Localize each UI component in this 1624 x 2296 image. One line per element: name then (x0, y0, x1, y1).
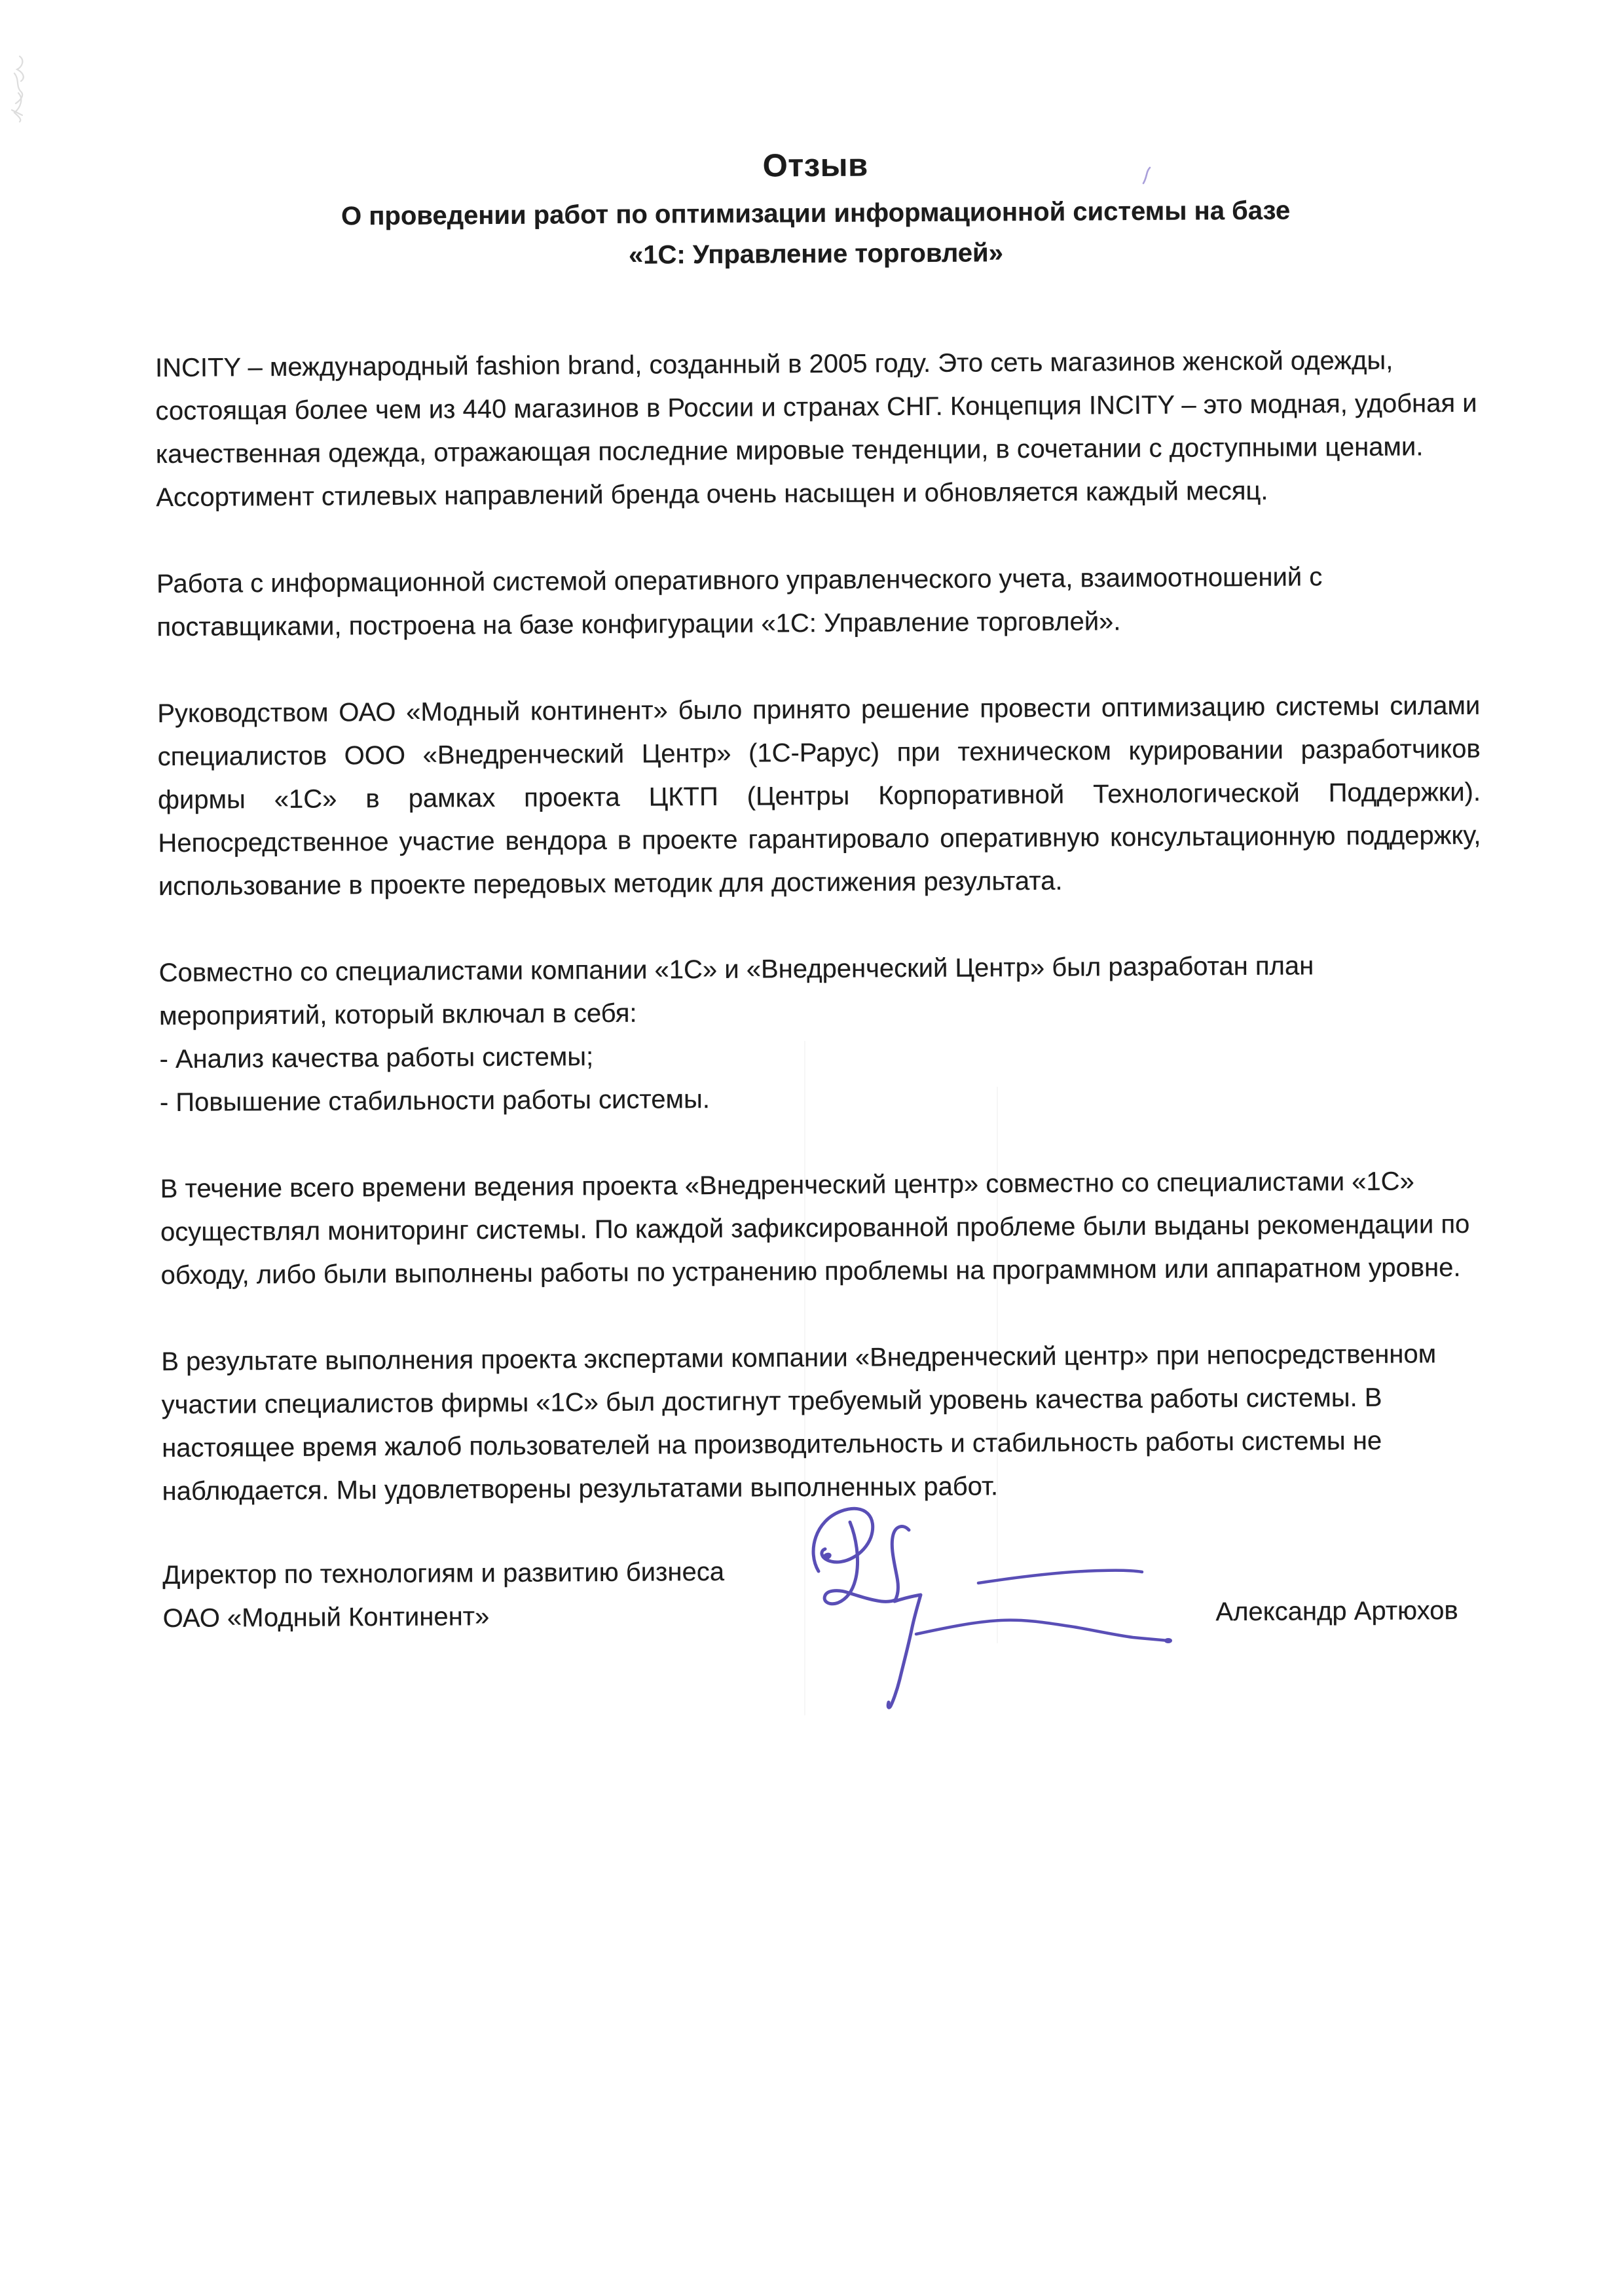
plan-item: - Повышение стабильности работы системы. (159, 1085, 710, 1118)
letter-body (154, 143, 1485, 1633)
paragraph-system-base: Работа с информационной системой оперативного управленческого учета, взаимоотношений с поставщиками, построена на базе конфигурации «1С: Управление торговлей». (156, 562, 1323, 642)
signatory-name: Александр Артюхов (1215, 1596, 1458, 1627)
signatory-position (162, 1550, 724, 1640)
signatory-position-line2: ОАО «Модный Континент» (162, 1602, 490, 1633)
paragraph-plan (158, 943, 1483, 1124)
scan-smudge-artifact (5, 47, 39, 126)
document-title: Отзыв (762, 147, 868, 184)
document-subtitle (154, 189, 1477, 278)
paragraph-results: В результате выполнения проекта экспертами компании «Внедренческий центр» при непосредственном участии специалистов фирмы «1С» был достигнут требуемый уровень качества работы системы. В настоящее время жалоб пользователей на производительность и стабильность работы системы не наблюдается. Мы удовлетворены результатами выполненных работ. (161, 1339, 1437, 1506)
document-subtitle-line1: О проведении работ по оптимизации информационной системы на базе (341, 196, 1291, 231)
signatory-position-line1: Директор по технологиям и развитию бизнеса (162, 1557, 725, 1590)
plan-item: - Анализ качества работы системы; (159, 1042, 594, 1074)
paragraph-monitoring: В течение всего времени ведения проекта «Внедренческий центр» совместно со специалистами «1С» осуществлял мониторинг системы. По каждой зафиксированной проблеме были выданы рекомендации по обходу, либо были выполнены работы по устранению проблемы на программном или аппаратном уровне. (160, 1167, 1470, 1290)
document-subtitle-line2: «1С: Управление торговлей» (628, 238, 1004, 270)
signature-ink (753, 1486, 1179, 1859)
paragraph-company-intro: INCITY – международный fashion brand, созданный в 2005 году. Это сеть магазинов женской одежды, состоящая более чем из 440 магазинов в России и странах СНГ. Концепция INCITY – это модная, удобная и качественная одежда, отражающая последние мировые тенденции, в сочетании с доступными ценами. Ассортимент стилевых направлений бренда очень насыщен и обновляется каждый месяц. (155, 346, 1477, 513)
plan-intro: Совместно со специалистами компании «1С» и «Внедренческий Центр» был разработан план мероприятий, который включал в себя: (158, 951, 1314, 1031)
paragraph-decision: Руководством ОАО «Модный континент» было принято решение провести оптимизацию системы силами специалистов ООО «Внедренческий Центр» (1С-Рарус) при техническом курировании разработчиков фирмы «1С» в рамках проекта ЦКТП (Центры Корпоративной Технологической Поддержки). Непосредственное участие вендора в проекте гарантировало оперативную консультационную поддержку, использование в проекте передовых методик для достижения результата. (157, 691, 1481, 902)
